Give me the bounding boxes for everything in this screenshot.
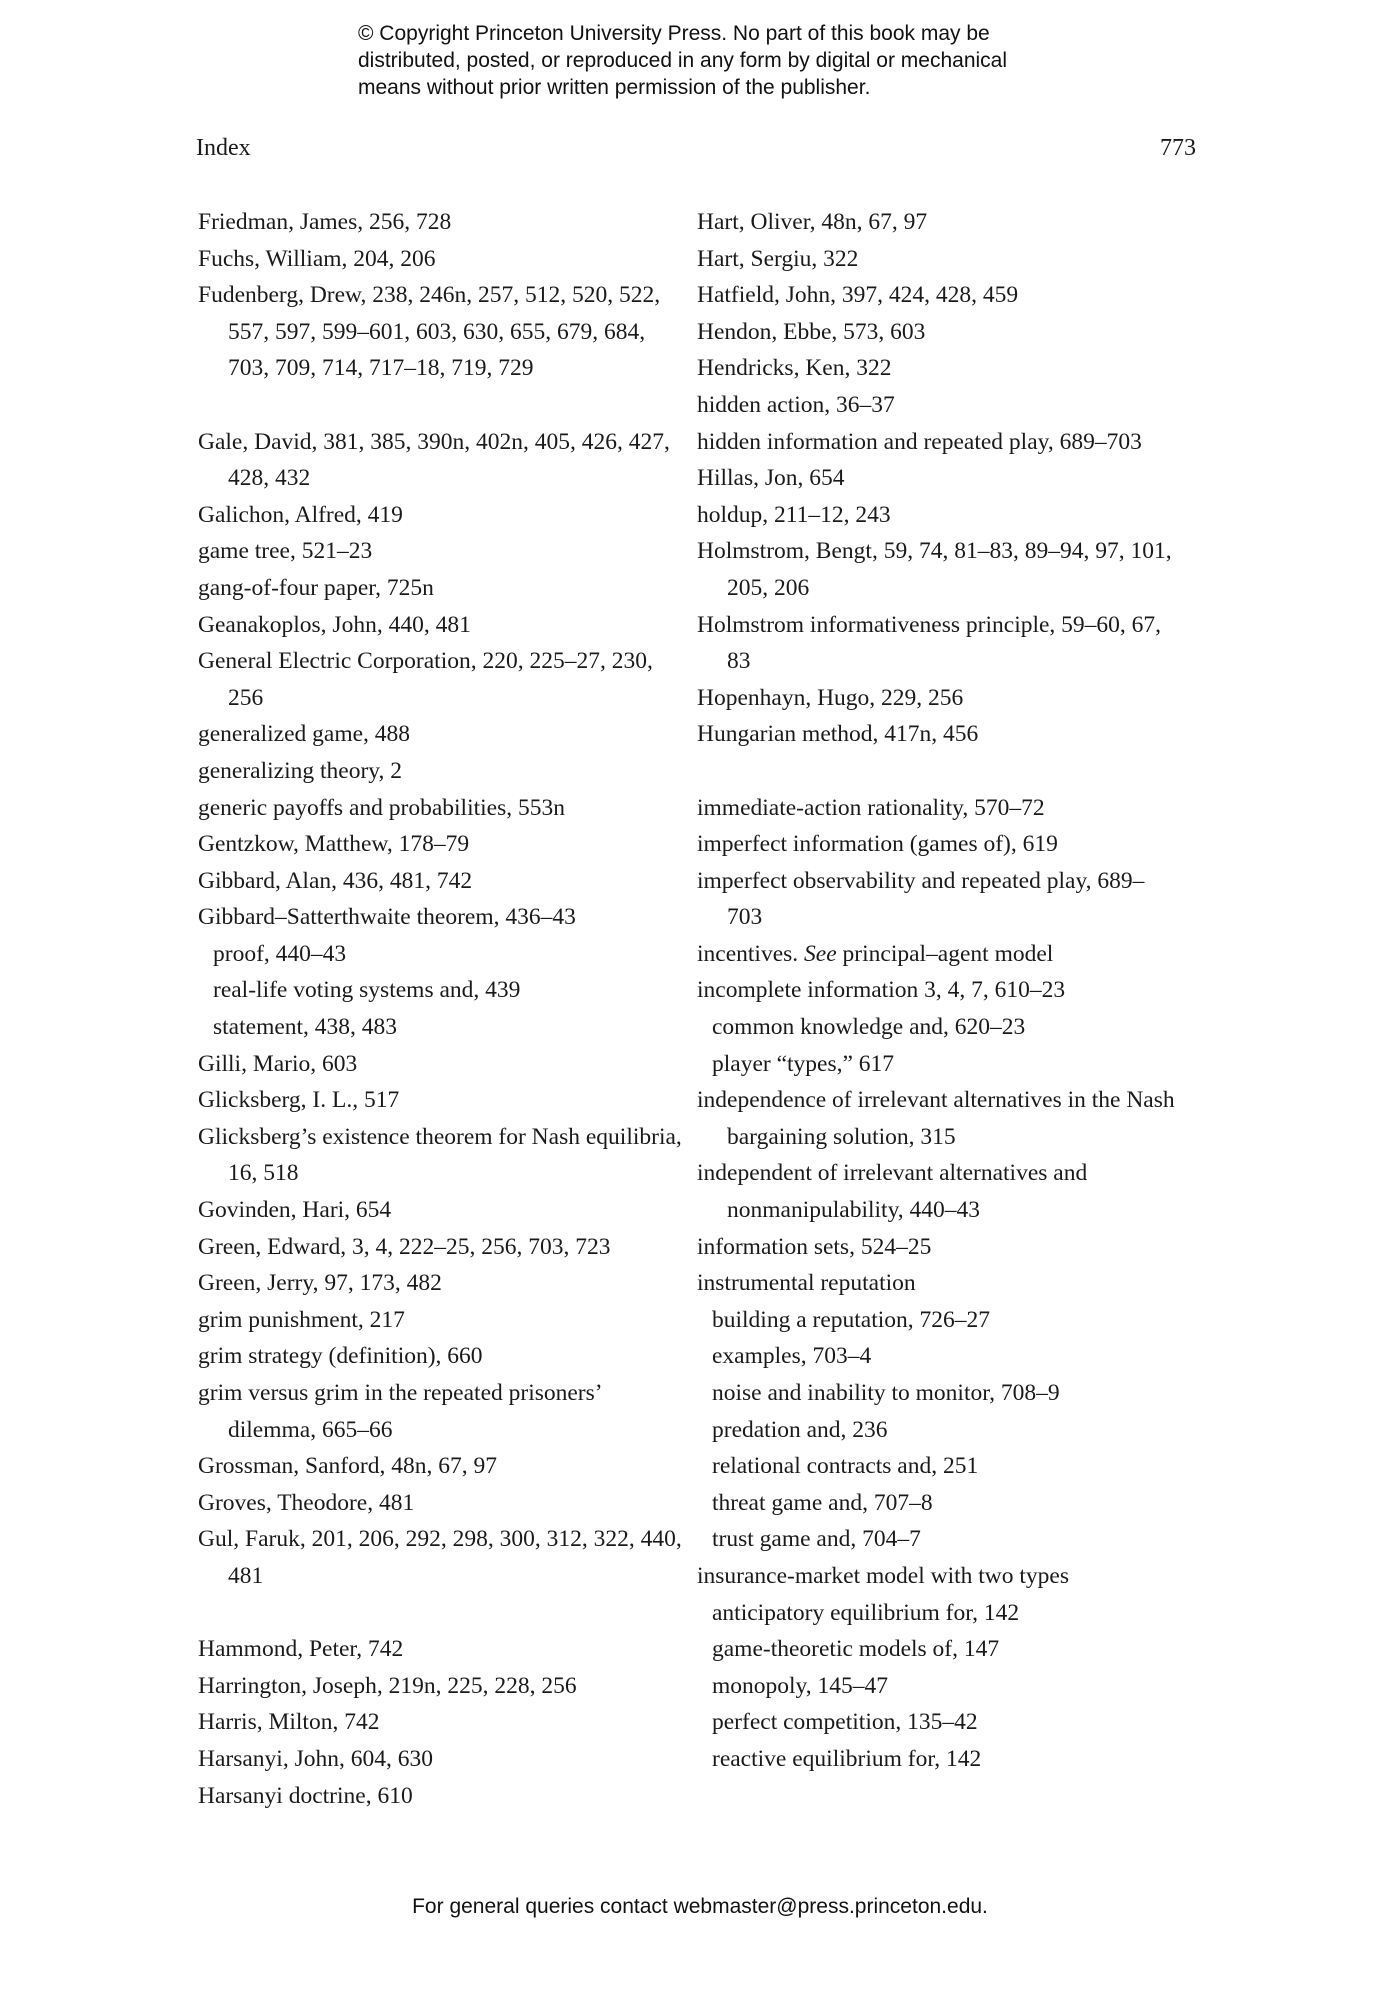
index-entry	[697, 314, 1177, 351]
index-entry	[198, 1668, 682, 1705]
index-entry	[697, 680, 1177, 717]
index-entry-text: noise and inability to monitor, 708–9	[712, 1380, 1060, 1406]
index-entry-text: Holmstrom informativeness principle, 59–60, 67, 83	[697, 611, 1162, 675]
index-column-right	[697, 204, 1177, 1778]
page-number: 773	[1160, 135, 1196, 161]
index-entry-text: Gibbard, Alan, 436, 481, 742	[198, 867, 473, 894]
index-entry-text: perfect competition, 135–42	[712, 1709, 978, 1736]
index-entry	[198, 1448, 682, 1485]
index-entry	[198, 1192, 682, 1229]
index-entry	[198, 570, 682, 607]
index-entry	[697, 241, 1177, 278]
index-entry	[198, 716, 682, 753]
index-entry	[198, 607, 682, 644]
index-entry-text: Gibbard–Satterthwaite theorem, 436–43	[198, 904, 576, 931]
index-entry	[198, 497, 682, 534]
index-subentry	[697, 1521, 1177, 1558]
index-entry-text: hidden information and repeated play, 689–703	[697, 428, 1142, 455]
copyright-notice	[358, 20, 1118, 101]
index-entry-text: Hammond, Peter, 742	[198, 1636, 404, 1663]
index-entry	[697, 533, 1177, 606]
index-entry-text: generic payoffs and probabilities, 553n	[198, 794, 565, 821]
index-entry-text: game tree, 521–23	[198, 538, 373, 565]
index-entry	[697, 350, 1177, 387]
index-entry-text: Hungarian method, 417n, 456	[697, 721, 979, 748]
index-entry	[198, 790, 682, 827]
index-entry-text: Hillas, Jon, 654	[697, 465, 845, 492]
index-entry-text: building a reputation, 726–27	[712, 1306, 991, 1333]
index-entry-text: Green, Edward, 3, 4, 222–25, 256, 703, 723	[198, 1233, 611, 1260]
index-entry-text: Glicksberg’s existence theorem for Nash equilibria, 16, 518	[198, 1123, 682, 1187]
index-entry	[697, 607, 1177, 680]
index-subentry	[697, 1046, 1177, 1083]
index-subentry	[697, 1668, 1177, 1705]
index-entry-text: player “types,” 617	[712, 1050, 895, 1077]
index-subentry	[697, 1595, 1177, 1632]
index-entry-text: incomplete information 3, 4, 7, 610–23	[697, 977, 1066, 1004]
running-head: Index	[196, 135, 251, 161]
index-entry	[198, 643, 682, 716]
index-entry-text: game-theoretic models of, 147	[712, 1636, 1000, 1663]
index-subentry	[697, 1009, 1177, 1046]
index-entry-text: Govinden, Hari, 654	[198, 1197, 392, 1224]
index-entry	[697, 1558, 1177, 1595]
index-entry	[198, 863, 682, 900]
index-entry-text: Gilli, Mario, 603	[198, 1050, 358, 1077]
index-entry-text: predation and, 236	[712, 1416, 888, 1443]
index-entry-text: relational contracts and, 251	[712, 1453, 979, 1480]
index-entry-text: proof, 440–43	[213, 940, 347, 967]
index-entry	[697, 387, 1177, 424]
index-entry-text: Fuchs, William, 204, 206	[198, 245, 436, 272]
index-entry-text: Hendricks, Ken, 322	[697, 355, 892, 382]
index-entry-text: Hatfield, John, 397, 424, 428, 459	[697, 282, 1019, 309]
index-entry-text: Grossman, Sanford, 48n, 67, 97	[198, 1453, 497, 1480]
index-subentry	[697, 1412, 1177, 1449]
index-entry-text: Hendon, Ebbe, 573, 603	[697, 318, 926, 345]
index-entry	[697, 1155, 1177, 1228]
index-entry	[697, 204, 1177, 241]
index-entry-text: Harris, Milton, 742	[198, 1709, 380, 1736]
index-entry-text: Fudenberg, Drew, 238, 246n, 257, 512, 520, 522, 557, 597, 599–601, 603, 630, 655, 679, 684, 703, 709, 714, 717–18, 719, 729	[198, 282, 661, 382]
index-subentry	[198, 1009, 682, 1046]
index-subentry	[697, 1741, 1177, 1778]
index-entry-text: generalizing theory, 2	[198, 757, 403, 784]
see-reference: See	[804, 940, 837, 967]
index-entry	[198, 204, 682, 241]
index-entry-text: Harsanyi, John, 604, 630	[198, 1745, 433, 1772]
index-entry-text: information sets, 524–25	[697, 1233, 932, 1260]
index-entry	[198, 1338, 682, 1375]
index-entry	[198, 1375, 682, 1448]
index-entry-text: Friedman, James, 256, 728	[198, 209, 452, 235]
index-entry-text: Geanakoplos, John, 440, 481	[198, 611, 471, 638]
index-entry-text: grim punishment, 217	[198, 1306, 405, 1333]
index-entry	[198, 1521, 682, 1594]
index-subentry	[697, 1302, 1177, 1339]
index-entry-text: imperfect observability and repeated play, 689–703	[697, 867, 1145, 931]
index-entry	[198, 1082, 682, 1119]
index-entry	[198, 1631, 682, 1668]
index-entry-text: generalized game, 488	[198, 721, 411, 748]
index-entry	[697, 716, 1177, 753]
index-subentry	[697, 1338, 1177, 1375]
footer-contact: For general queries contact webmaster@press.princeton.edu.	[412, 1895, 988, 1918]
index-entry	[198, 277, 682, 387]
index-entry-text: trust game and, 704–7	[712, 1526, 921, 1553]
index-entry	[198, 826, 682, 863]
index-entry-text: incentives.	[697, 940, 799, 967]
index-entry-text: Harsanyi doctrine, 610	[198, 1782, 413, 1809]
index-entry-text: monopoly, 145–47	[712, 1672, 889, 1699]
index-entry	[198, 1485, 682, 1522]
index-entry	[198, 1741, 682, 1778]
index-entry-text: Glicksberg, I. L., 517	[198, 1087, 400, 1114]
see-target: principal–agent model	[842, 940, 1054, 967]
index-entry-text: anticipatory equilibrium for, 142	[712, 1599, 1020, 1626]
index-entry-text: gang-of-four paper, 725n	[198, 574, 434, 601]
index-entry	[697, 1229, 1177, 1266]
index-entry-text: grim strategy (definition), 660	[198, 1343, 483, 1370]
index-entry	[697, 1082, 1177, 1155]
index-entry	[198, 753, 682, 790]
index-entry-text: reactive equilibrium for, 142	[712, 1745, 982, 1772]
index-entry-text: statement, 438, 483	[213, 1014, 398, 1041]
index-entry-text: holdup, 211–12, 243	[697, 501, 891, 528]
copyright-line: © Copyright Princeton University Press. No part of this book may be	[358, 22, 990, 45]
index-entry-text: Hart, Oliver, 48n, 67, 97	[697, 209, 928, 235]
index-subentry	[198, 936, 682, 973]
index-entry	[198, 1046, 682, 1083]
index-entry-text: grim versus grim in the repeated prisoners’ dilemma, 665–66	[198, 1380, 601, 1443]
index-entry-text: real-life voting systems and, 439	[213, 977, 521, 1004]
letter-group-gap	[697, 753, 1177, 790]
index-subentry	[697, 1704, 1177, 1741]
index-entry-text: independence of irrelevant alternatives in the Nash bargaining solution, 315	[697, 1087, 1175, 1150]
index-entry-text: General Electric Corporation, 220, 225–27, 230, 256	[198, 648, 653, 711]
index-entry	[697, 497, 1177, 534]
index-subentry	[697, 1375, 1177, 1412]
index-entry	[198, 1119, 682, 1192]
index-entry-text: Gentzkow, Matthew, 178–79	[198, 831, 470, 858]
index-entry	[198, 1229, 682, 1266]
index-entry-text: insurance-market model with two types	[697, 1562, 1069, 1589]
index-entry	[697, 972, 1177, 1009]
index-entry-text: Harrington, Joseph, 219n, 225, 228, 256	[198, 1672, 577, 1699]
copyright-line: means without prior written permission of the publisher.	[358, 76, 871, 99]
index-subentry	[198, 972, 682, 1009]
index-entry	[697, 826, 1177, 863]
index-entry	[198, 1704, 682, 1741]
index-entry	[198, 899, 682, 936]
index-entry-text: Gale, David, 381, 385, 390n, 402n, 405, 426, 427, 428, 432	[198, 428, 670, 492]
index-entry-text: Hopenhayn, Hugo, 229, 256	[697, 684, 964, 711]
index-column-left	[198, 204, 682, 1814]
index-entry-text: imperfect information (games of), 619	[697, 831, 1058, 858]
index-entry-text: immediate-action rationality, 570–72	[697, 794, 1045, 821]
index-entry	[697, 936, 1177, 973]
index-entry-text: Holmstrom, Bengt, 59, 74, 81–83, 89–94, 97, 101, 205, 206	[697, 538, 1172, 601]
index-entry-text: common knowledge and, 620–23	[712, 1014, 1026, 1041]
index-entry-text: instrumental reputation	[697, 1270, 916, 1297]
index-entry-text: examples, 703–4	[712, 1343, 872, 1370]
index-entry	[697, 460, 1177, 497]
index-entry-text: Galichon, Alfred, 419	[198, 501, 403, 528]
index-entry-text: Green, Jerry, 97, 173, 482	[198, 1270, 442, 1297]
letter-group-gap	[198, 387, 682, 424]
index-entry-text: hidden action, 36–37	[697, 391, 895, 418]
index-entry-text: Gul, Faruk, 201, 206, 292, 298, 300, 312, 322, 440, 481	[198, 1526, 682, 1589]
index-subentry	[697, 1485, 1177, 1522]
index-entry-text: independent of irrelevant alternatives and nonmanipulability, 440–43	[697, 1160, 1088, 1224]
index-entry	[697, 790, 1177, 827]
index-entry	[198, 1778, 682, 1815]
index-subentry	[697, 1448, 1177, 1485]
index-entry	[697, 277, 1177, 314]
index-entry	[697, 863, 1177, 936]
index-entry	[697, 1265, 1177, 1302]
index-entry	[198, 533, 682, 570]
index-subentry	[697, 1631, 1177, 1668]
index-entry-text: threat game and, 707–8	[712, 1489, 933, 1516]
index-entry	[198, 1302, 682, 1339]
index-entry	[198, 241, 682, 278]
index-entry	[198, 424, 682, 497]
index-entry-text: Hart, Sergiu, 322	[697, 245, 859, 272]
index-entry-text: Groves, Theodore, 481	[198, 1489, 415, 1516]
letter-group-gap	[198, 1595, 682, 1632]
index-entry	[697, 424, 1177, 461]
copyright-line: distributed, posted, or reproduced in any form by digital or mechanical	[358, 49, 1008, 72]
index-entry	[198, 1265, 682, 1302]
